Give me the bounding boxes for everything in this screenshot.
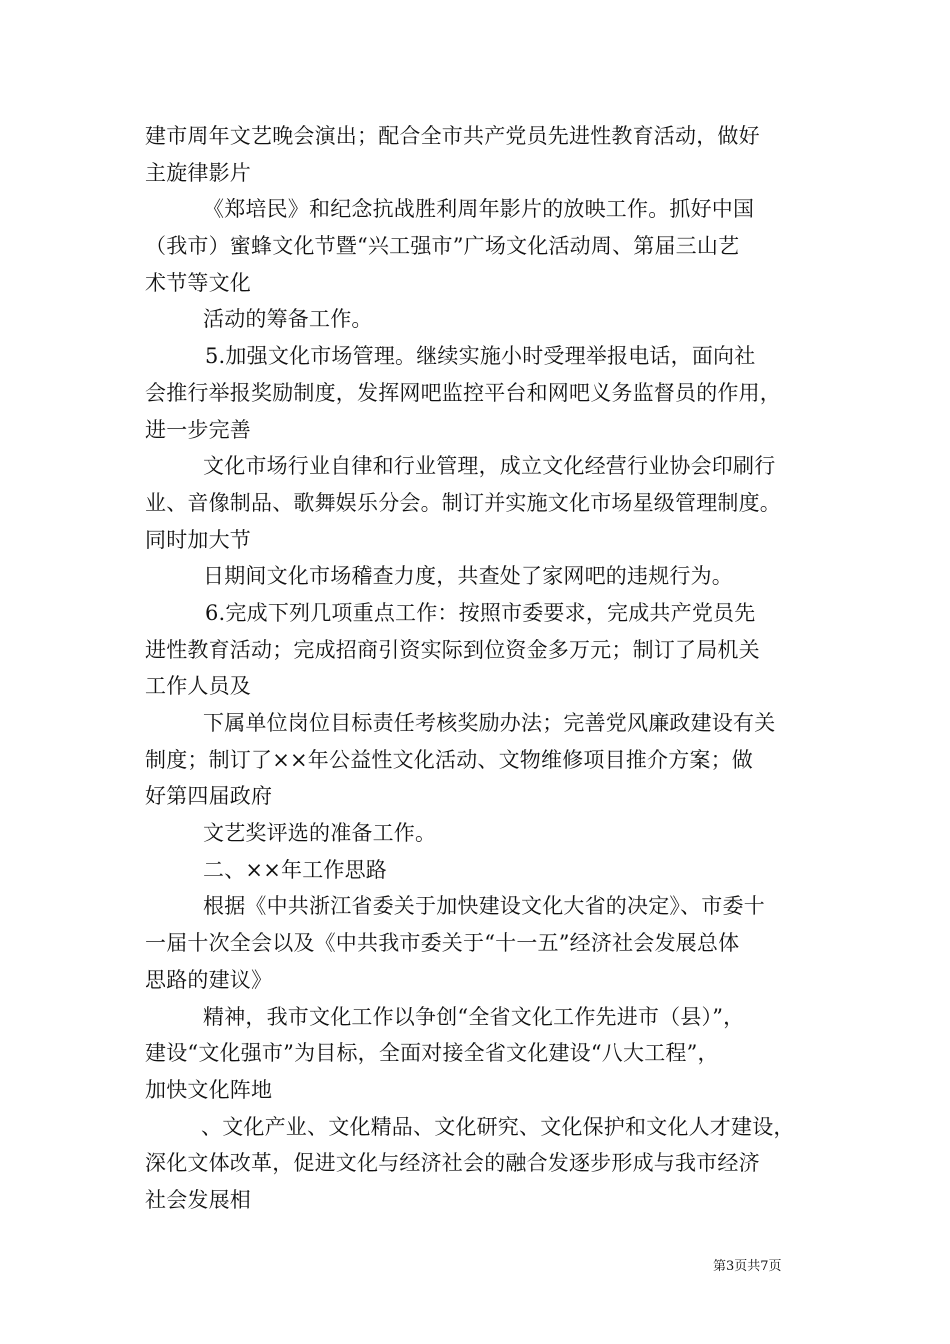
text-line: 深化文体改革，促进文化与经济社会的融合发逐步形成与我市经济 — [145, 1151, 760, 1176]
text-line: 精神，我市文化工作以争创“全省文化工作先进市（县）”， — [203, 1004, 745, 1029]
text-line: 根据《中共浙江省委关于加快建设文化大省的决定》、市委十 — [203, 894, 765, 919]
text-line: 进性教育活动；完成招商引资实际到位资金多万元；制订了局机关 — [145, 637, 760, 662]
text-line: 术节等文化 — [145, 270, 251, 295]
text-line: 工作人员及 — [145, 674, 251, 699]
text-line: 社会发展相 — [145, 1187, 251, 1212]
text-line: 加快文化阵地 — [145, 1077, 273, 1102]
text-line: 《郑培民》和纪念抗战胜利周年影片的放映工作。抓好中国 — [203, 197, 755, 222]
text-line: 同时加大节 — [145, 527, 251, 552]
text-line: 主旋律影片 — [145, 160, 251, 185]
text-line: 5.加强文化市场管理。继续实施小时受理举报电话，面向社 — [205, 344, 756, 369]
page-number: 第3页共7页 — [713, 1259, 782, 1274]
text-line: 建设“文化强市”为目标，全面对接全省文化建设“八大工程”， — [145, 1041, 719, 1066]
body-text — [145, 118, 825, 1219]
text-line: 文化市场行业自律和行业管理，成立文化经营行业协会印刷行 — [203, 454, 776, 479]
text-line: 、文化产业、文化精品、文化研究、文化保护和文化人才建设， — [201, 1114, 795, 1139]
text-line: （我市）蜜蜂文化节暨“兴工强市”广场文化活动周、第届三山艺 — [145, 234, 740, 259]
text-line: 制度；制订了××年公益性文化活动、文物维修项目推介方案；做 — [145, 747, 753, 772]
text-line: 日期间文化市场稽查力度，共查处了家网吧的违规行为。 — [203, 564, 733, 589]
text-line: 会推行举报奖励制度，发挥网吧监控平台和网吧义务监督员的作用， — [145, 380, 781, 405]
text-line: 活动的筹备工作。 — [203, 307, 373, 332]
text-line: 下属单位岗位目标责任考核奖励办法；完善党风廉政建设有关 — [203, 711, 776, 735]
text-line: 进一步完善 — [145, 417, 251, 442]
text-line: 业、音像制品、歌舞娱乐分会。制订并实施文化市场星级管理制度。 — [145, 490, 781, 515]
text-line: 文艺奖评选的准备工作。 — [203, 821, 437, 846]
text-line: 6.完成下列几项重点工作：按照市委要求，完成共产党员先 — [205, 600, 756, 625]
text-line: 思路的建议》 — [145, 967, 273, 992]
text-line: 一届十次全会以及《中共我市委关于“十一五”经济社会发展总体 — [145, 931, 740, 956]
section-heading: 二、××年工作思路 — [203, 857, 387, 882]
text-line: 好第四届政府 — [145, 784, 273, 809]
text-line: 建市周年文艺晚会演出；配合全市共产党员先进性教育活动，做好 — [145, 124, 760, 148]
